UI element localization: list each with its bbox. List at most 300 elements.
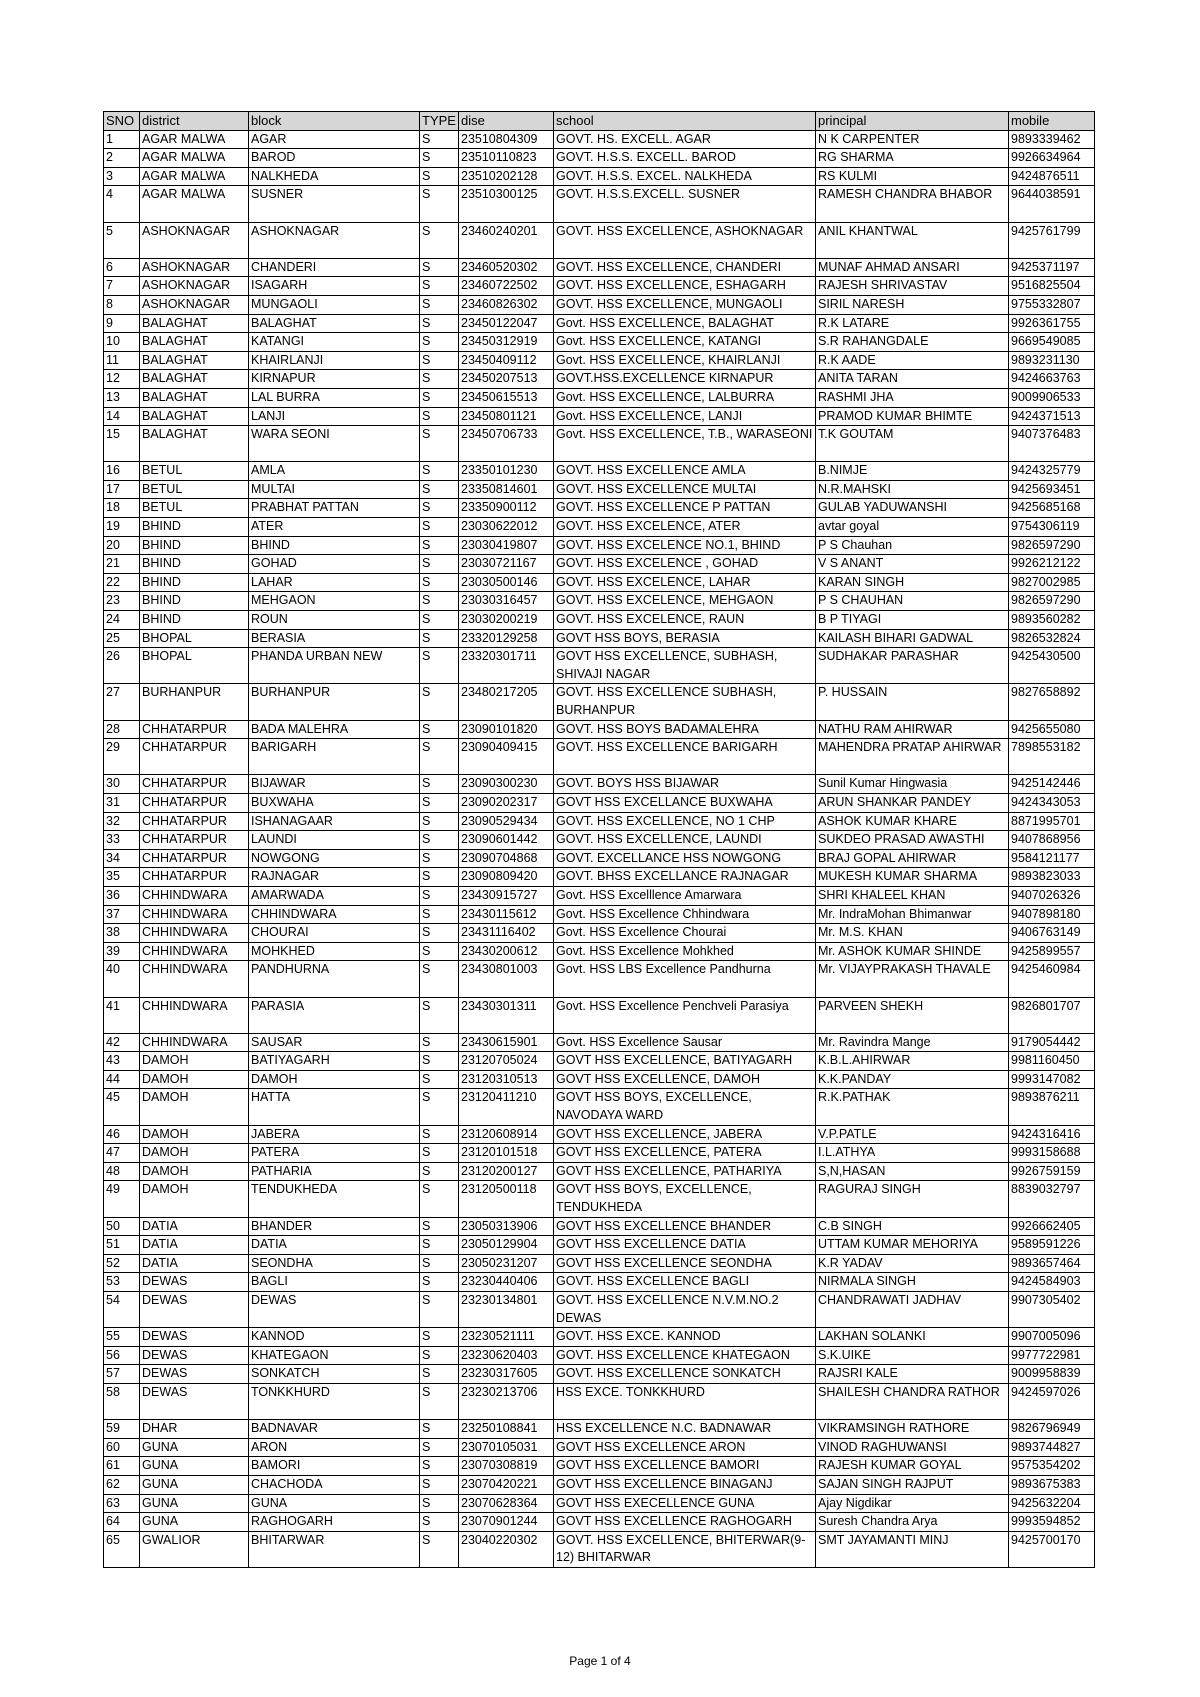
table-row [104,351,1095,370]
cell-principal: V.P.PATLE [816,1125,1009,1144]
cell-sno: 20 [104,536,140,555]
cell-dise: 23030200219 [459,611,554,630]
table-row [104,277,1095,296]
cell-district: DEWAS [140,1328,249,1347]
cell-type: S [420,333,459,352]
cell-block: KATANGI [249,333,420,352]
cell-principal: CHANDRAWATI JADHAV [816,1292,1009,1328]
cell-type: S [420,1089,459,1125]
cell-dise: 23230134801 [459,1292,554,1328]
cell-dise: 23120608914 [459,1125,554,1144]
cell-district: DATIA [140,1254,249,1273]
cell-mobile: 9754306119 [1009,518,1095,537]
cell-district: DAMOH [140,1070,249,1089]
cell-sno: 2 [104,149,140,168]
cell-principal: GULAB YADUWANSHI [816,499,1009,518]
cell-principal: PRAMOD KUMAR BHIMTE [816,407,1009,426]
table-row [104,1254,1095,1273]
table-row [104,1420,1095,1439]
cell-dise: 23090529434 [459,812,554,831]
header-row [104,112,1095,131]
cell-type: S [420,812,459,831]
cell-block: JABERA [249,1125,420,1144]
cell-dise: 23510300125 [459,186,554,222]
cell-principal: KARAN SINGH [816,573,1009,592]
cell-district: ASHOKNAGAR [140,277,249,296]
cell-type: S [420,720,459,739]
table-row [104,1531,1095,1567]
cell-block: BIJAWAR [249,775,420,794]
cell-mobile: 9926662405 [1009,1217,1095,1236]
cell-mobile: 9407868956 [1009,831,1095,850]
cell-school: GOVT. HSS EXCELLENCE, CHANDERI [554,258,816,277]
cell-type: S [420,258,459,277]
cell-type: S [420,388,459,407]
cell-school: GOVT HSS EXECELLENCE GUNA [554,1494,816,1513]
cell-district: CHHATARPUR [140,775,249,794]
cell-dise: 23450801121 [459,407,554,426]
table-row [104,720,1095,739]
cell-dise: 23090101820 [459,720,554,739]
cell-block: SUSNER [249,186,420,222]
cell-sno: 37 [104,905,140,924]
cell-district: DHAR [140,1420,249,1439]
cell-principal: K.K.PANDAY [816,1070,1009,1089]
cell-block: ISAGARH [249,277,420,296]
cell-mobile: 9755332807 [1009,295,1095,314]
cell-type: S [420,868,459,887]
cell-type: S [420,648,459,684]
cell-type: S [420,370,459,389]
cell-mobile: 9425142446 [1009,775,1095,794]
cell-sno: 63 [104,1494,140,1513]
cell-type: S [420,426,459,462]
cell-dise: 23510110823 [459,149,554,168]
table-row [104,849,1095,868]
cell-district: DAMOH [140,1162,249,1181]
page-number: Page 1 of 4 [569,1654,631,1668]
cell-district: GUNA [140,1513,249,1532]
cell-school: Govt. HSS EXCELLENCE, BALAGHAT [554,314,816,333]
table-row [104,536,1095,555]
table-row [104,868,1095,887]
cell-sno: 29 [104,739,140,775]
cell-mobile: 9926759159 [1009,1162,1095,1181]
cell-principal: PARVEEN SHEKH [816,997,1009,1033]
cell-sno: 13 [104,388,140,407]
cell-district: BETUL [140,480,249,499]
cell-dise: 23480217205 [459,684,554,720]
cell-mobile: 9425632204 [1009,1494,1095,1513]
cell-type: S [420,1383,459,1419]
cell-block: DAMOH [249,1070,420,1089]
cell-block: LAUNDI [249,831,420,850]
cell-district: BHOPAL [140,629,249,648]
cell-type: S [420,831,459,850]
cell-district: CHHINDWARA [140,1033,249,1052]
cell-district: DATIA [140,1236,249,1255]
cell-mobile: 9516825504 [1009,277,1095,296]
cell-mobile: 9424316416 [1009,1125,1095,1144]
cell-type: S [420,573,459,592]
cell-block: KIRNAPUR [249,370,420,389]
cell-sno: 64 [104,1513,140,1532]
cell-school: GOVT HSS BOYS, BERASIA [554,629,816,648]
cell-school: Govt. HSS EXCELLENCE, KATANGI [554,333,816,352]
table-row [104,1070,1095,1089]
cell-sno: 16 [104,462,140,481]
table-row [104,1292,1095,1328]
cell-type: S [420,793,459,812]
cell-principal: MUNAF AHMAD ANSARI [816,258,1009,277]
cell-sno: 30 [104,775,140,794]
cell-sno: 27 [104,684,140,720]
table-row [104,314,1095,333]
cell-mobile: 9425761799 [1009,222,1095,258]
cell-type: S [420,1052,459,1071]
cell-principal: Suresh Chandra Arya [816,1513,1009,1532]
cell-block: MUNGAOLI [249,295,420,314]
cell-sno: 58 [104,1383,140,1419]
table-row [104,499,1095,518]
cell-district: GUNA [140,1494,249,1513]
cell-district: DATIA [140,1217,249,1236]
cell-type: S [420,1365,459,1384]
table-row [104,611,1095,630]
cell-type: S [420,1125,459,1144]
cell-district: BHIND [140,518,249,537]
cell-block: TONKKHURD [249,1383,420,1419]
cell-block: NOWGONG [249,849,420,868]
cell-block: BARIGARH [249,739,420,775]
cell-block: SEONDHA [249,1254,420,1273]
cell-mobile: 9926212122 [1009,555,1095,574]
cell-dise: 23430801003 [459,961,554,997]
cell-school: GOVT. HSS EXCELLENCE KHATEGAON [554,1346,816,1365]
cell-mobile: 9425685168 [1009,499,1095,518]
cell-block: HATTA [249,1089,420,1125]
cell-block: BUXWAHA [249,793,420,812]
cell-principal: RAMESH CHANDRA BHABOR [816,186,1009,222]
cell-sno: 25 [104,629,140,648]
cell-principal: ANIL KHANTWAL [816,222,1009,258]
cell-principal: T.K GOUTAM [816,426,1009,462]
cell-school: GOVT.HSS.EXCELLENCE KIRNAPUR [554,370,816,389]
cell-mobile: 9826597290 [1009,536,1095,555]
table-row [104,258,1095,277]
cell-district: DAMOH [140,1125,249,1144]
cell-dise: 23030721167 [459,555,554,574]
cell-dise: 23030622012 [459,518,554,537]
cell-school: GOVT. HSS EXCELENCE, LAHAR [554,573,816,592]
cell-mobile: 9926361755 [1009,314,1095,333]
table-row [104,1033,1095,1052]
cell-principal: K.B.L.AHIRWAR [816,1052,1009,1071]
table-row [104,1162,1095,1181]
cell-mobile: 9425460984 [1009,961,1095,997]
cell-sno: 26 [104,648,140,684]
cell-school: GOVT HSS EXCELLENCE BHANDER [554,1217,816,1236]
cell-school: GOVT HSS EXCELLENCE, BATIYAGARH [554,1052,816,1071]
cell-school: Govt. HSS Excellence Penchveli Parasiya [554,997,816,1033]
cell-school: GOVT. HSS EXCELLENCE P PATTAN [554,499,816,518]
cell-principal: S,N,HASAN [816,1162,1009,1181]
cell-sno: 12 [104,370,140,389]
table-row [104,295,1095,314]
cell-type: S [420,1033,459,1052]
cell-principal: KAILASH BIHARI GADWAL [816,629,1009,648]
cell-school: GOVT. HSS EXCELLENCE, LAUNDI [554,831,816,850]
table-row [104,1181,1095,1217]
cell-type: S [420,1144,459,1163]
cell-sno: 19 [104,518,140,537]
cell-mobile: 9009958839 [1009,1365,1095,1384]
cell-school: Govt. HSS Excellence Sausar [554,1033,816,1052]
table-row [104,186,1095,222]
table-row [104,942,1095,961]
cell-district: AGAR MALWA [140,167,249,186]
table-row [104,462,1095,481]
cell-school: Govt. HSS EXCELLENCE, T.B., WARASEONI [554,426,816,462]
header-type: TYPE [420,112,459,131]
cell-district: GWALIOR [140,1531,249,1567]
cell-district: DAMOH [140,1089,249,1125]
cell-sno: 3 [104,167,140,186]
cell-mobile: 9425899557 [1009,942,1095,961]
cell-mobile: 9827658892 [1009,684,1095,720]
cell-mobile: 9644038591 [1009,186,1095,222]
cell-sno: 4 [104,186,140,222]
cell-district: DAMOH [140,1052,249,1071]
cell-block: KHATEGAON [249,1346,420,1365]
cell-principal: BRAJ GOPAL AHIRWAR [816,849,1009,868]
cell-sno: 5 [104,222,140,258]
cell-mobile: 9425371197 [1009,258,1095,277]
cell-type: S [420,499,459,518]
cell-principal: C.B SINGH [816,1217,1009,1236]
cell-district: CHHINDWARA [140,997,249,1033]
cell-block: PANDHURNA [249,961,420,997]
cell-school: GOVT HSS EXCELLENCE, JABERA [554,1125,816,1144]
cell-block: BHITARWAR [249,1531,420,1567]
cell-school: Govt. HSS Excellence Mohkhed [554,942,816,961]
cell-district: ASHOKNAGAR [140,295,249,314]
cell-mobile: 9424343053 [1009,793,1095,812]
cell-school: GOVT. HSS EXCE. KANNOD [554,1328,816,1347]
cell-dise: 23430615901 [459,1033,554,1052]
cell-sno: 23 [104,592,140,611]
cell-mobile: 8871995701 [1009,812,1095,831]
cell-mobile: 9893560282 [1009,611,1095,630]
table-row [104,592,1095,611]
cell-block: LAHAR [249,573,420,592]
cell-sno: 35 [104,868,140,887]
cell-sno: 51 [104,1236,140,1255]
cell-district: BALAGHAT [140,351,249,370]
cell-principal: SAJAN SINGH RAJPUT [816,1475,1009,1494]
cell-district: CHHATARPUR [140,849,249,868]
header-district: district [140,112,249,131]
cell-dise: 23230317605 [459,1365,554,1384]
table-row [104,793,1095,812]
cell-school: GOVT HSS EXCELLENCE, PATERA [554,1144,816,1163]
cell-principal: avtar goyal [816,518,1009,537]
cell-type: S [420,277,459,296]
cell-sno: 15 [104,426,140,462]
cell-block: DATIA [249,1236,420,1255]
table-row [104,149,1095,168]
table-row [104,426,1095,462]
table-row [104,388,1095,407]
cell-mobile: 9993158688 [1009,1144,1095,1163]
cell-sno: 1 [104,130,140,149]
cell-dise: 23120200127 [459,1162,554,1181]
cell-block: BHANDER [249,1217,420,1236]
cell-sno: 48 [104,1162,140,1181]
cell-dise: 23450207513 [459,370,554,389]
table-row [104,1125,1095,1144]
cell-type: S [420,1162,459,1181]
cell-dise: 23430200612 [459,942,554,961]
cell-sno: 11 [104,351,140,370]
cell-dise: 23090809420 [459,868,554,887]
cell-school: GOVT HSS EXCELLENCE SEONDHA [554,1254,816,1273]
cell-block: CHOURAI [249,924,420,943]
cell-block: DEWAS [249,1292,420,1328]
cell-sno: 18 [104,499,140,518]
cell-principal: RAJSRI KALE [816,1365,1009,1384]
cell-dise: 23320129258 [459,629,554,648]
cell-district: BURHANPUR [140,684,249,720]
cell-mobile: 9424597026 [1009,1383,1095,1419]
cell-dise: 23070420221 [459,1475,554,1494]
cell-district: GUNA [140,1475,249,1494]
cell-type: S [420,1475,459,1494]
cell-school: GOVT. HSS EXCELLENCE, NO 1 CHP [554,812,816,831]
cell-dise: 23250108841 [459,1420,554,1439]
cell-sno: 50 [104,1217,140,1236]
cell-school: GOVT. HSS EXCELENCE, MEHGAON [554,592,816,611]
cell-dise: 23460722502 [459,277,554,296]
cell-principal: SHAILESH CHANDRA RATHOR [816,1383,1009,1419]
cell-type: S [420,295,459,314]
cell-school: Govt. HSS Excelllence Amarwara [554,886,816,905]
cell-block: BAMORI [249,1457,420,1476]
cell-school: GOVT. HSS EXCELENCE , GOHAD [554,555,816,574]
header-school: school [554,112,816,131]
cell-sno: 32 [104,812,140,831]
table-row [104,1346,1095,1365]
cell-principal: N K CARPENTER [816,130,1009,149]
cell-sno: 47 [104,1144,140,1163]
cell-dise: 23070105031 [459,1438,554,1457]
cell-block: LAL BURRA [249,388,420,407]
cell-mobile: 8839032797 [1009,1181,1095,1217]
table-row [104,684,1095,720]
cell-mobile: 9584121177 [1009,849,1095,868]
cell-principal: Mr. IndraMohan Bhimanwar [816,905,1009,924]
cell-district: DAMOH [140,1181,249,1217]
header-mobile: mobile [1009,112,1095,131]
cell-principal: NATHU RAM AHIRWAR [816,720,1009,739]
cell-mobile: 9993594852 [1009,1513,1095,1532]
cell-school: GOVT. BOYS HSS BIJAWAR [554,775,816,794]
table-row [104,1217,1095,1236]
cell-type: S [420,480,459,499]
cell-block: AMARWADA [249,886,420,905]
cell-type: S [420,351,459,370]
cell-school: GOVT HSS EXCELLENCE RAGHOGARH [554,1513,816,1532]
table-row [104,886,1095,905]
cell-dise: 23120705024 [459,1052,554,1071]
cell-mobile: 9575354202 [1009,1457,1095,1476]
cell-type: S [420,1457,459,1476]
cell-principal: ANITA TARAN [816,370,1009,389]
cell-district: BALAGHAT [140,370,249,389]
table-row [104,1236,1095,1255]
cell-type: S [420,222,459,258]
table-row [104,370,1095,389]
cell-block: BERASIA [249,629,420,648]
cell-type: S [420,1217,459,1236]
cell-sno: 40 [104,961,140,997]
table-row [104,739,1095,775]
cell-school: GOVT HSS BOYS, EXCELLENCE, TENDUKHEDA [554,1181,816,1217]
cell-principal: R.K.PATHAK [816,1089,1009,1125]
cell-type: S [420,1438,459,1457]
cell-principal: RASHMI JHA [816,388,1009,407]
cell-mobile: 9893231130 [1009,351,1095,370]
cell-principal: VIKRAMSINGH RATHORE [816,1420,1009,1439]
cell-type: S [420,886,459,905]
cell-school: Govt. HSS Excellence Chourai [554,924,816,943]
cell-type: S [420,924,459,943]
cell-school: HSS EXCELLENCE N.C. BADNAWAR [554,1420,816,1439]
cell-district: DAMOH [140,1144,249,1163]
cell-block: CHHINDWARA [249,905,420,924]
cell-district: GUNA [140,1457,249,1476]
cell-principal: SIRIL NARESH [816,295,1009,314]
cell-block: RAGHOGARH [249,1513,420,1532]
cell-type: S [420,997,459,1033]
cell-dise: 23090704868 [459,849,554,868]
cell-type: S [420,407,459,426]
table-row [104,1089,1095,1125]
cell-dise: 23450615513 [459,388,554,407]
cell-school: GOVT. HS. EXCELL. AGAR [554,130,816,149]
table-row [104,905,1095,924]
table-row [104,775,1095,794]
cell-dise: 23050129904 [459,1236,554,1255]
cell-mobile: 9893675383 [1009,1475,1095,1494]
cell-district: BHOPAL [140,648,249,684]
table-row [104,222,1095,258]
cell-sno: 39 [104,942,140,961]
cell-sno: 44 [104,1070,140,1089]
cell-school: Govt. HSS Excellence Chhindwara [554,905,816,924]
cell-sno: 61 [104,1457,140,1476]
cell-dise: 23430915727 [459,886,554,905]
cell-dise: 23050231207 [459,1254,554,1273]
cell-dise: 23120411210 [459,1089,554,1125]
cell-block: BAGLI [249,1273,420,1292]
cell-principal: Mr. ASHOK KUMAR SHINDE [816,942,1009,961]
cell-district: CHHATARPUR [140,793,249,812]
table-row [104,333,1095,352]
cell-school: GOVT HSS EXCELLENCE ARON [554,1438,816,1457]
cell-type: S [420,1420,459,1439]
cell-type: S [420,536,459,555]
